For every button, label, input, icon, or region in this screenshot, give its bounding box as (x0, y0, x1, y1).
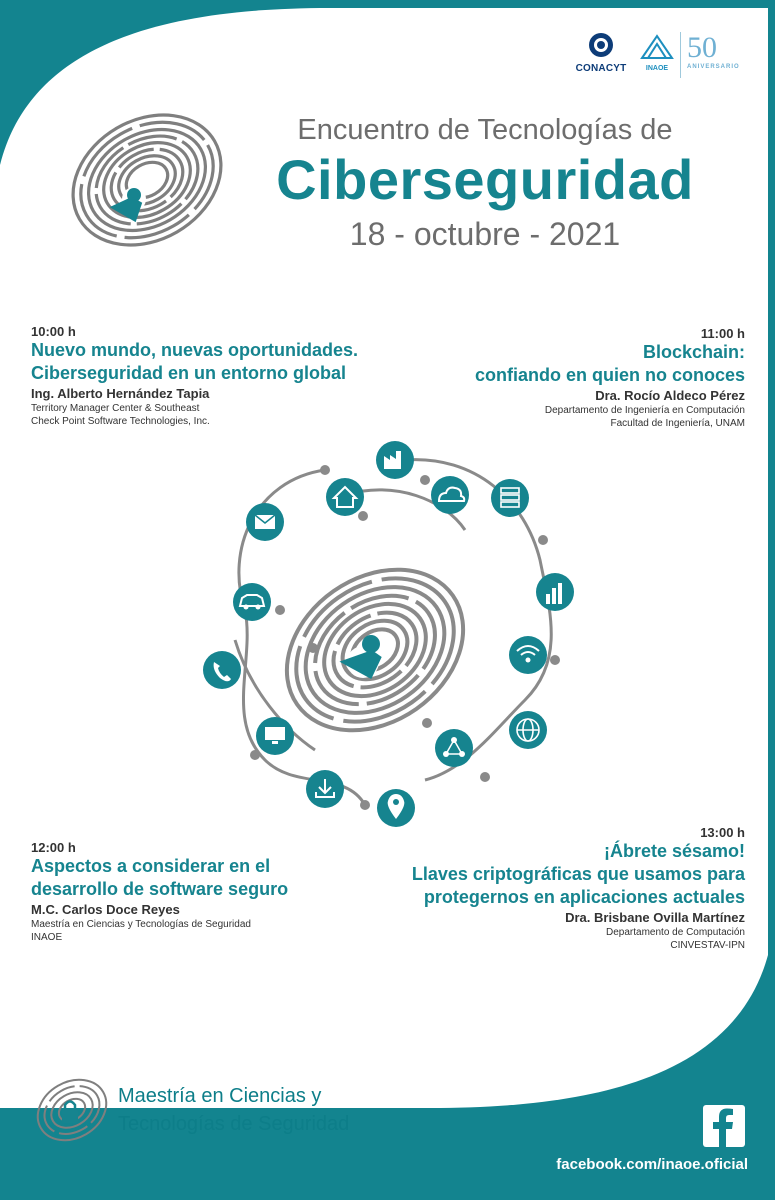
anniversary-label: ANIVERSARIO (687, 64, 740, 70)
talk-1 (31, 324, 421, 428)
program-name (118, 1082, 349, 1138)
talk-time: 10:00 h (31, 324, 76, 339)
talk-title-line: protegernos en aplicaciones actuales (423, 887, 745, 907)
talk-title-line: Blockchain: (642, 342, 745, 362)
sponsor-logos (570, 32, 750, 82)
talk-title-line: ¡Ábrete sésamo! (603, 841, 745, 861)
talk-speaker: M.C. Carlos Doce Reyes (31, 902, 180, 917)
talk-title-line: Llaves criptográficas que usamos para (411, 864, 745, 884)
home-icon (326, 478, 364, 516)
talk-time: 13:00 h (700, 825, 745, 840)
globe-icon (509, 711, 547, 749)
talk-affiliation-line: Departamento de Computación (606, 927, 745, 938)
car-icon (233, 583, 271, 621)
talk-affiliation-line: Maestría en Ciencias y Tecnologías de Seguridad (31, 919, 251, 930)
talk-affiliation-line: Check Point Software Technologies, Inc. (31, 416, 210, 427)
inaoe-label: INAOE (645, 65, 669, 72)
inaoe-logo (636, 32, 678, 72)
talk-title-line: confiando en quien no conoces (474, 365, 745, 385)
talk-title-line: Ciberseguridad en un entorno global (31, 363, 347, 383)
program-name-line: Maestría en Ciencias y (118, 1085, 322, 1107)
event-title: Ciberseguridad (276, 148, 694, 211)
server-icon (491, 479, 529, 517)
facebook-link[interactable]: facebook.com/inaoe.oficial (556, 1156, 748, 1173)
conacyt-emblem-icon (586, 32, 616, 58)
facebook-icon[interactable] (703, 1105, 745, 1147)
talk-affiliation-line: Facultad de Ingeniería, UNAM (610, 418, 745, 429)
program-fingerprint-icon (32, 1070, 112, 1150)
phone-icon (203, 651, 241, 689)
talk-affiliation-line: Territory Manager Center & Southeast (31, 403, 200, 414)
talk-time: 12:00 h (31, 840, 76, 855)
talk-title-line: Nuevo mundo, nuevas oportunidades. (31, 340, 359, 360)
anniversary-logo (680, 32, 757, 78)
computer-icon (256, 717, 294, 755)
event-header (240, 112, 730, 254)
talk-speaker: Ing. Alberto Hernández Tapia (31, 386, 210, 401)
chart-icon (536, 573, 574, 611)
factory-icon (376, 441, 414, 479)
talk-time: 11:00 h (700, 326, 745, 341)
inaoe-emblem-icon (638, 32, 676, 60)
download-icon (306, 770, 344, 808)
facebook-f-icon (703, 1105, 745, 1147)
talk-speaker: Dra. Brisbane Ovilla Martínez (565, 910, 745, 925)
network-icon (435, 729, 473, 767)
talk-4 (365, 825, 745, 952)
event-date: 18 - octubre - 2021 (349, 216, 621, 252)
talk-3 (31, 840, 391, 944)
talk-2 (385, 326, 745, 430)
talk-title-line: Aspectos a considerar en el (31, 856, 271, 876)
program-name-line: Tecnologías de Seguridad (118, 1113, 350, 1135)
location-icon (377, 789, 415, 827)
talk-affiliation-line: Departamento de Ingeniería en Computación (544, 405, 745, 416)
cybersecurity-diagram (195, 440, 575, 840)
wifi-icon (509, 636, 547, 674)
conacyt-logo (570, 32, 632, 74)
fingerprint-lock-icon (62, 95, 232, 265)
talk-affiliation-line: INAOE (31, 932, 63, 943)
anniversary-number: 50 (687, 31, 717, 64)
talk-speaker: Dra. Rocío Aldeco Pérez (595, 388, 745, 403)
talk-title-line: desarrollo de software seguro (31, 879, 289, 899)
talk-affiliation-line: CINVESTAV-IPN (670, 940, 745, 951)
cloud-icon (431, 476, 469, 514)
conacyt-label: CONACYT (575, 63, 627, 74)
mail-icon (246, 503, 284, 541)
event-subtitle: Encuentro de Tecnologías de (297, 114, 673, 146)
